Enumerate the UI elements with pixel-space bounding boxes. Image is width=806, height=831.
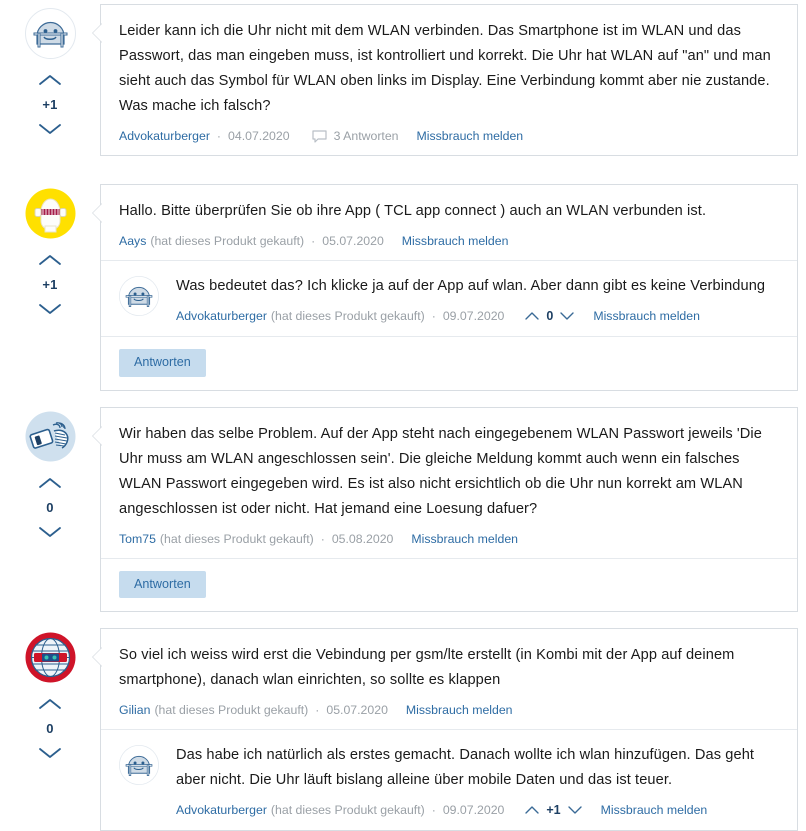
reply-content [176,274,779,325]
downvote-icon[interactable] [37,524,63,540]
bubble-wrap [100,4,798,156]
vote-control [30,475,70,540]
vote-count: 0 [46,721,54,737]
avatar [119,276,159,316]
reply-author[interactable]: Advokaturberger [176,309,267,323]
spacer [0,612,806,624]
vote-control [30,72,70,137]
reply-vote-count: +1 [546,803,561,818]
meta-separator: · [315,703,320,718]
post-author[interactable]: Gilian [119,703,151,718]
meta-separator: · [431,803,436,818]
reply-body: Was bedeutet das? Ich klicke ja auf der App auf wlan. Aber dann gibt es keine Verbindung [176,278,766,294]
reply-date: 09.07.2020 [442,309,505,323]
reply-date: 09.07.2020 [442,803,505,818]
post-date: 05.07.2020 [326,703,388,718]
vote-count: +1 [42,277,58,292]
reply-vote-control [524,307,575,325]
reply-footer [101,558,797,612]
avatar [25,632,76,683]
report-link[interactable]: Missbrauch melden [405,703,513,718]
verified-purchase-label: (hat dieses Produkt gekauft) [159,531,314,546]
post-meta [119,530,779,548]
post-date: 05.08.2020 [331,531,394,546]
spacer [0,156,806,180]
reply-vote-control [524,801,582,819]
reply-vote-count: 0 [546,309,554,323]
downvote-icon[interactable] [37,745,63,761]
post [101,629,797,729]
post-date: 04.07.2020 [228,129,290,143]
report-link[interactable]: Missbrauch melden [401,234,509,248]
upvote-icon[interactable] [524,310,540,322]
upvote-icon[interactable] [37,696,63,712]
report-link[interactable]: Missbrauch melden [600,803,708,818]
post [101,408,797,558]
answers-label: 3 Antworten [333,129,399,143]
upvote-icon[interactable] [524,804,540,816]
thread-4 [0,624,806,831]
avatar [25,188,76,239]
post-author[interactable]: Advokaturberger [119,129,210,143]
post-author[interactable]: Tom75 [119,531,156,546]
verified-purchase-label: (hat dieses Produkt gekauft) [270,309,425,323]
post-author[interactable]: Aays [119,234,147,248]
upvote-icon[interactable] [37,475,63,491]
vote-control [30,696,70,761]
vote-rail [0,624,100,761]
thread-1 [0,0,806,156]
reply-item [101,729,797,830]
vote-control [30,252,70,317]
reply-item [101,260,797,336]
post [101,185,797,260]
post-card [100,628,798,831]
vote-rail [0,403,100,540]
thread-2 [0,180,806,391]
avatar [119,745,159,785]
meta-separator: · [320,531,325,546]
downvote-icon[interactable] [559,310,575,322]
downvote-icon[interactable] [37,301,63,317]
post-body: So viel ich weiss wird erst die Vebindung per gsm/lte erstellt (in Kombi mit der App auf deinem smartphone), danach wlan einrichten, so sollte es klappen [119,647,735,689]
upvote-icon[interactable] [37,72,63,88]
post-body: Hallo. Bitte überprüfen Sie ob ihre App ( TCL app connect ) auch an WLAN verbunden ist. [119,203,707,219]
reply-author[interactable]: Advokaturberger [176,803,267,818]
spacer [0,391,806,403]
reply-footer [101,336,797,390]
reply-meta [176,801,779,819]
vote-rail [0,0,100,137]
reply-body: Das habe ich natürlich als erstes gemacht. Danach wollte ich wlan hinzufügen. Das geht aber nicht. Die Uhr läuft bislang alleine über mobile Daten und das ist teuer. [176,747,755,789]
verified-purchase-label: (hat dieses Produkt gekauft) [154,703,309,718]
verified-purchase-label: (hat dieses Produkt gekauft) [270,803,425,818]
reply-button[interactable]: Antworten [119,349,206,377]
post-card [100,4,798,156]
bubble-wrap [100,407,798,613]
vote-rail [0,180,100,317]
downvote-icon[interactable] [567,804,583,816]
reply-button[interactable]: Antworten [119,571,206,599]
vote-count: 0 [46,499,54,515]
report-link[interactable]: Missbrauch melden [411,531,518,546]
reply-content [176,743,779,819]
meta-separator: · [216,129,222,143]
post [101,5,797,155]
post-date: 05.07.2020 [322,234,384,248]
meta-separator: · [311,234,316,248]
report-link[interactable]: Missbrauch melden [416,129,524,143]
post-meta [119,232,779,250]
report-link[interactable]: Missbrauch melden [593,309,700,323]
answers-count[interactable] [312,127,399,145]
comment-bubble-icon [312,130,327,143]
verified-purchase-label: (hat dieses Produkt gekauft) [150,234,305,248]
post-card [100,184,798,391]
post-body: Leider kann ich die Uhr nicht mit dem WLAN verbinden. Das Smartphone ist im WLAN und das Passwort, das man eingeben muss, ist kontrolliert und korrekt. Die Uhr hat WLAN auf "an" und man sieht auch das Symbol für WLAN oben links im Display. Eine Verbindung kommt aber nie zustande. Was mache ich falsch? [119,23,771,114]
post-meta [119,127,779,145]
meta-separator: · [431,309,436,323]
reply-meta [176,307,779,325]
downvote-icon[interactable] [37,121,63,137]
avatar [25,8,76,59]
bubble-wrap [100,628,798,831]
post-card [100,407,798,613]
vote-count: +1 [42,97,58,112]
avatar [25,411,76,462]
post-body: Wir haben das selbe Problem. Auf der App steht nach eingegebenem WLAN Passwort jeweils 'Die Uhr muss am WLAN angeschlossen sein'. Die gleiche Meldung kommt auch wenn ein falsches WLAN Passwort eingegeben wird. Es ist also nicht ersichtlich ob die Uhr nun korrekt am WLAN angeschlossen ist oder nicht. Hat jemand eine Loesung dafuer? [119,425,762,517]
bubble-wrap [100,184,798,391]
post-meta [119,701,779,719]
thread-3 [0,403,806,613]
upvote-icon[interactable] [37,252,63,268]
